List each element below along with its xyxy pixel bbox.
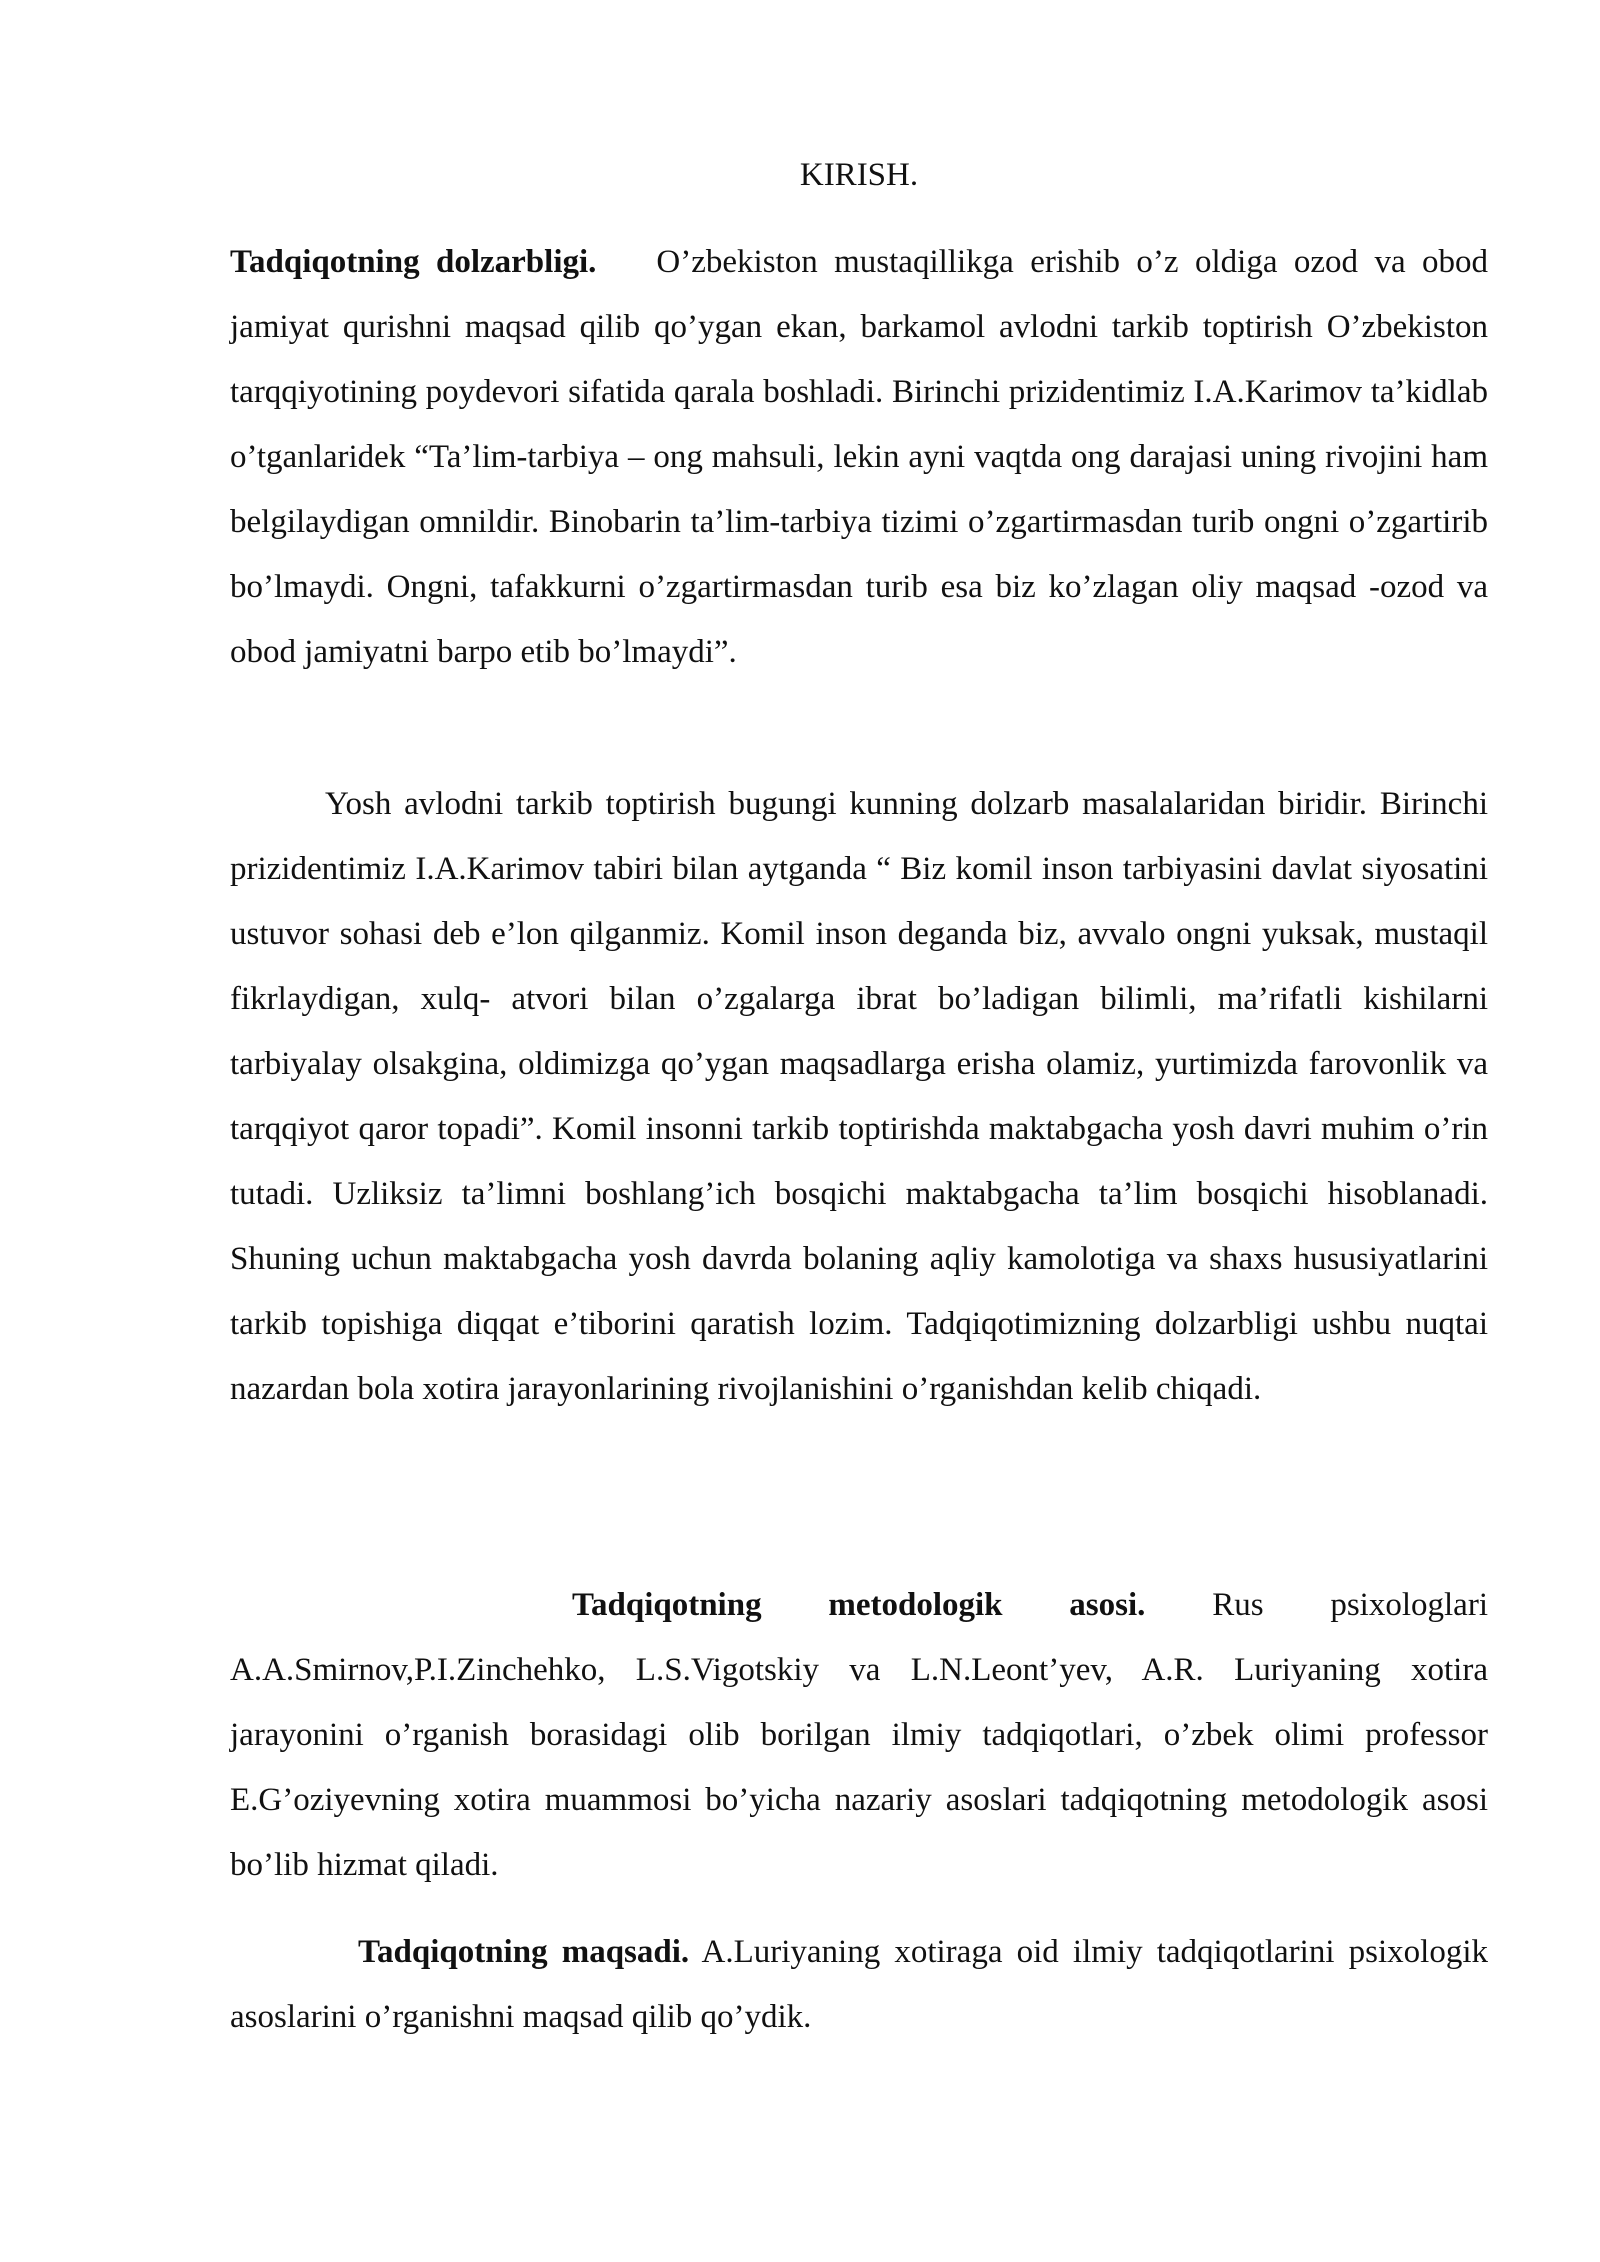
page-title: KIRISH.: [799, 157, 919, 193]
paragraph-lead: Tadqiqotning metodologik asosi.: [572, 1587, 1146, 1623]
paragraph-methodology: [230, 1573, 1488, 1898]
paragraph-text: O’zbekiston mustaqillikga erishib o’z oldiga ozod va obod jamiyat qurishni maqsad qilib qo’ygan ekan, barkamol avlodni tarkib toptirish O’zbekiston tarqqiyotining poydevori sifatida qarala boshladi. Birinchi prizidentimiz I.A.Karimov ta’kidlab o’tganlaridek “Ta’lim-tarbiya – ong mahsuli, lekin ayni vaqtda ong darajasi uning rivojini ham belgilaydigan omnildir. Binobarin ta’lim-tarbiya tizimi o’zgartirmasdan turib ongni o’zgartirib bo’lmaydi. Ongni, tafakkurni o’zgartirmasdan turib esa biz ko’zlagan oliy maqsad -ozod va obod jamiyatni barpo etib bo’lmaydi”.: [230, 244, 1489, 670]
paragraph-lead: Tadqiqotning dolzarbligi.: [230, 244, 597, 280]
paragraph-youth: [230, 772, 1488, 1422]
paragraph-goal: [230, 1920, 1488, 2050]
paragraph-text: A.Luriyaning xotiraga oid ilmiy tadqiqotlarini psixologik asoslarini o’rganishni maqsad qilib qo’ydik.: [230, 1934, 1488, 2035]
paragraph-text: Rus psixologlari A.A.Smirnov,P.I.Zinchehko, L.S.Vigotskiy va L.N.Leont’yev, A.R. Luriyaning xotira jarayonini o’rganish borasidagi olib borilgan ilmiy tadqiqotlari, o’zbek olimi professor E.G’oziyevning xotira muammosi bo’yicha nazariy asoslari tadqiqotning metodologik asosi bo’lib hizmat qiladi.: [230, 1587, 1488, 1883]
paragraph-relevance: [230, 230, 1488, 685]
paragraph-text: Yosh avlodni tarkib toptirish bugungi kunning dolzarb masalalaridan biridir. Birinchi prizidentimiz I.A.Karimov tabiri bilan aytganda “ Biz komil inson tarbiyasini davlat siyosatini ustuvor sohasi deb e’lon qilganmiz. Komil inson deganda biz, avvalo ongni yuksak, mustaqil fikrlaydigan, xulq- atvori bilan o’zgalarga ibrat bo’ladigan bilimli, ma’rifatli kishilarni tarbiyalay olsakgina, oldimizga qo’ygan maqsadlarga erisha olamiz, yurtimizda farovonlik va tarqqiyot qaror topadi”. Komil insonni tarkib toptirishda maktabgacha yosh davri muhim o’rin tutadi. Uzliksiz ta’limni boshlang’ich bosqichi maktabgacha ta’lim bosqichi hisoblanadi. Shuning uchun maktabgacha yosh davrda bolaning aqliy kamolotiga va shaxs hususiyatlarini tarkib topishiga diqqat e’tiborini qaratish lozim. Tadqiqotimizning dolzarbligi ushbu nuqtai nazardan bola xotira jarayonlarining rivojlanishini o’rganishdan kelib chiqadi.: [230, 786, 1488, 1407]
paragraph-lead: Tadqiqotning maqsadi.: [358, 1934, 690, 1970]
